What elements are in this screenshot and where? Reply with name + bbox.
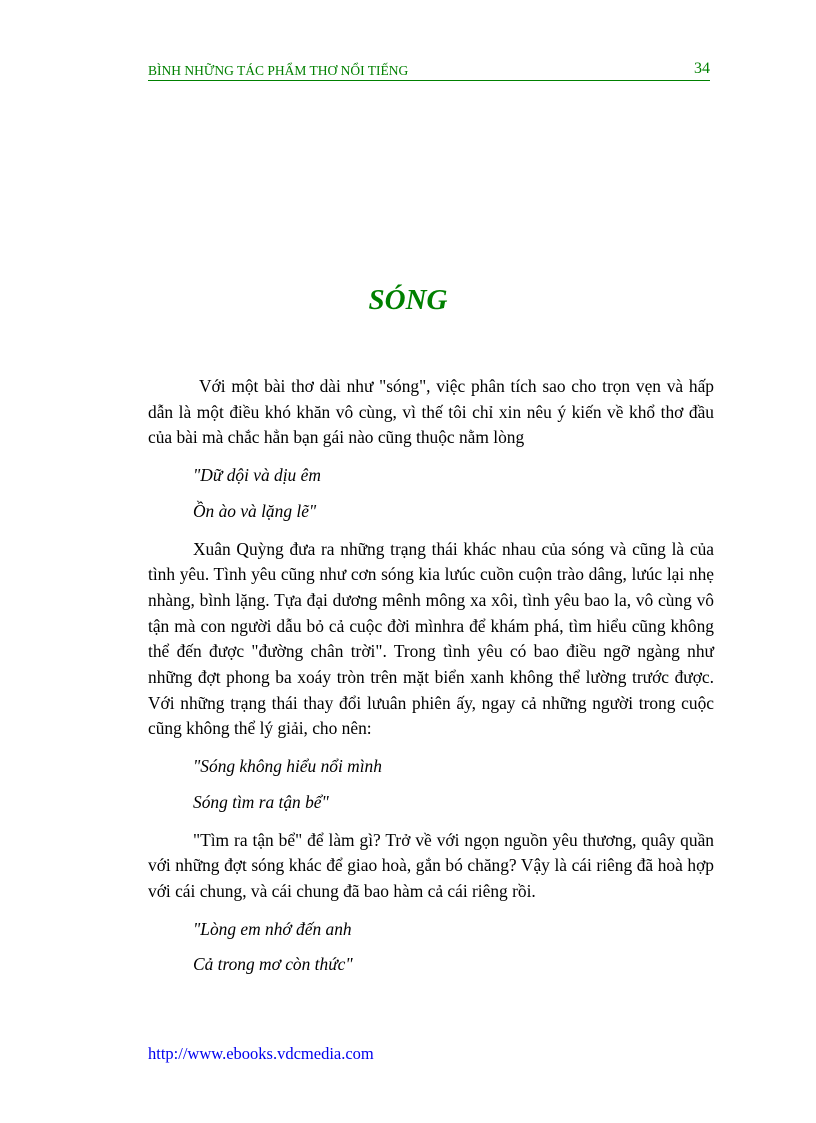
poem-title: SÓNG	[368, 284, 448, 316]
header-book-title: BÌNH NHỮNG TÁC PHẨM THƠ NỔI TIẾNG	[148, 63, 409, 78]
paragraph-intro: Với một bài thơ dài như "sóng", việc phân tích sao cho trọn vẹn và hấp dẫn là một điều khó khăn vô cùng, vì thế tôi chỉ xin nêu ý kiến về khổ thơ đầu của bài mà chắc hẳn bạn gái nào cũng thuộc nằm lòng	[148, 376, 714, 448]
verse-line: "Sóng không hiểu nổi mình	[193, 756, 382, 777]
paragraph-analysis: "Tìm ra tận bể" để làm gì? Trở về với ngọn nguồn yêu thương, quây quần với những đợt sóng khác để giao hoà, gắn bó chăng? Vậy là cái riêng đã hoà hợp với cái chung, và cái chung đã bao hàm cả cái riêng rồi.	[148, 829, 714, 901]
footer-link[interactable]: http://www.ebooks.vdcmedia.com	[148, 1044, 374, 1063]
verse-line: Cả trong mơ còn thức"	[193, 954, 353, 975]
header-page-number: 34	[694, 60, 710, 77]
running-header	[148, 62, 710, 81]
verse-line: Ồn ào và lặng lẽ"	[193, 500, 317, 521]
verse-line: "Dữ dội và dịu êm	[193, 465, 321, 486]
verse-line: "Lòng em nhớ đến anh	[193, 918, 352, 939]
verse-line: Sóng tìm ra tận bể"	[193, 791, 329, 812]
essay-body	[148, 374, 714, 978]
paragraph-analysis: Xuân Quỳng đưa ra những trạng thái khác nhau của sóng và cũng là của tình yêu. Tình yêu cũng như cơn sóng kia lưúc cuồn cuộn trào dâng, lưúc lại nhẹ nhàng, bình lặng. Tựa đại dương mênh mông xa xôi, tình yêu bao la, vô cùng vô tận mà con người dẫu bỏ cả cuộc đời mìnhra để khám phá, tìm hiểu cũng không thể đến được "đường chân trời". Trong tình yêu có bao điều ngỡ ngàng như những đợt phong ba xoáy tròn trên mặt biển xanh không thể lường trước được. Với những trạng thái thay đổi lưuân phiên ấy, ngay cả những người trong cuộc cũng không thể lý giải, cho nên:	[148, 538, 714, 739]
